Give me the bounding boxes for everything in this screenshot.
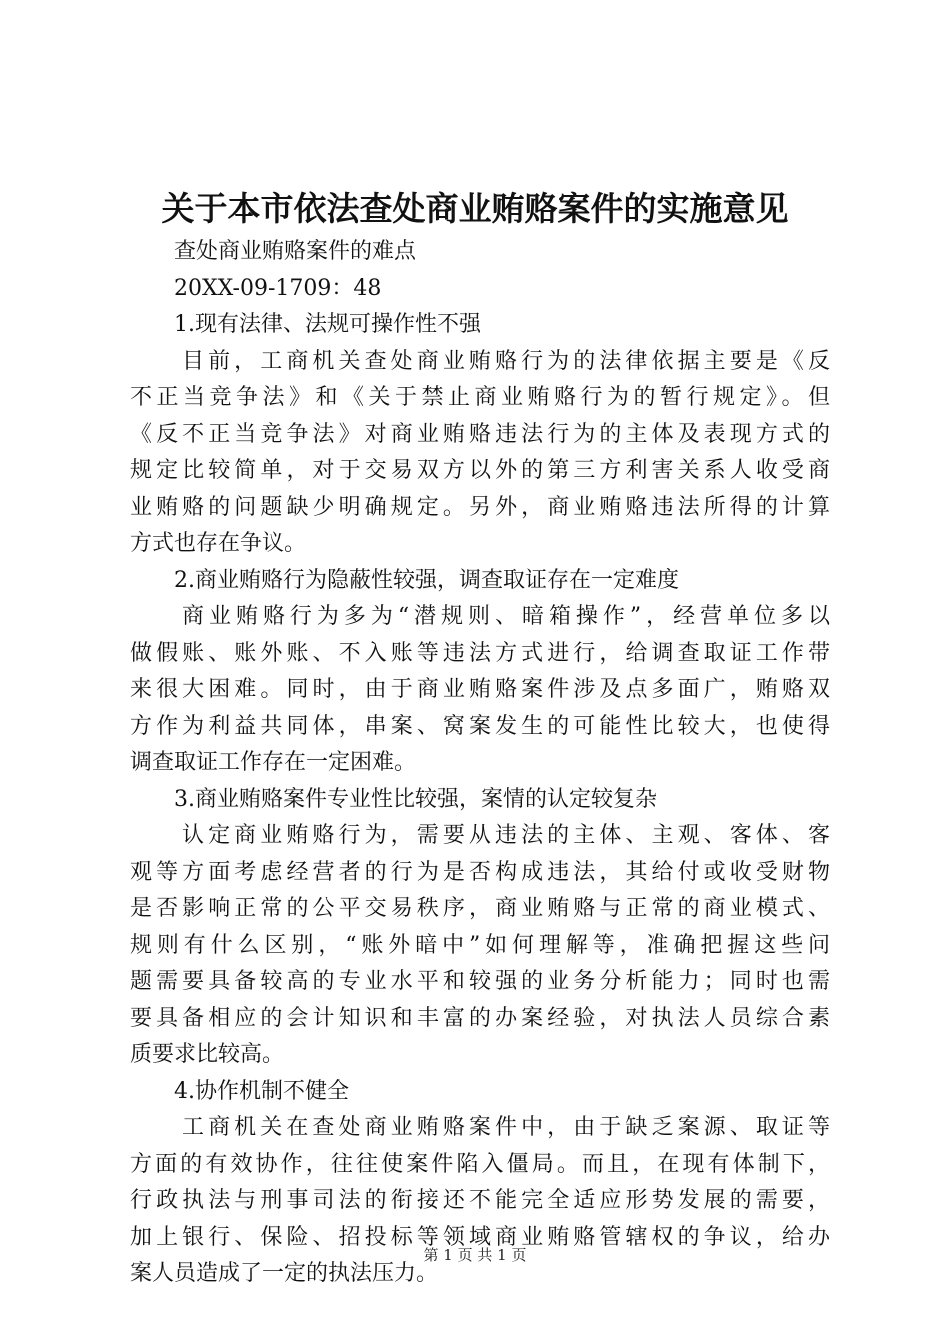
paragraph-line: 《反不正当竞争法》对商业贿赂违法行为的主体及表现方式的 (130, 421, 830, 447)
section-heading-3: 3.商业贿赂案件专业性比较强，案情的认定较复杂 (174, 786, 657, 812)
paragraph-line: 题需要具备较高的专业水平和较强的业务分析能力；同时也需 (130, 969, 830, 994)
paragraph-line: 案人员造成了一定的执法压力。 (130, 1261, 439, 1286)
paragraph-line: 商业贿赂行为多为“潜规则、暗箱操作”，经营单位多以 (182, 604, 830, 629)
paragraph-line: 做假账、账外账、不入账等违法方式进行，给调查取证工作带 (130, 640, 830, 666)
paragraph-line: 目前，工商机关查处商业贿赂行为的法律依据主要是《反 (182, 348, 830, 374)
paragraph-line: 观等方面考虑经营者的行为是否构成违法，其给付或收受财物 (130, 859, 830, 885)
section-heading-1: 1.现有法律、法规可操作性不强 (174, 312, 481, 337)
paragraph-line: 业贿赂的问题缺少明确规定。另外，商业贿赂违法所得的计算 (130, 494, 830, 520)
paragraph-line: 来很大困难。同时，由于商业贿赂案件涉及点多面广，贿赂双 (130, 677, 830, 702)
paragraph-line: 调查取证工作存在一定困难。 (130, 750, 417, 775)
paragraph-line: 加上银行、保险、招投标等领域商业贿赂管辖权的争议，给办 (130, 1224, 830, 1250)
date-line: 20XX-09-1709：48 (174, 275, 382, 301)
subtitle-line: 查处商业贿赂案件的难点 (174, 239, 417, 264)
paragraph-line: 是否影响正常的公平交易秩序，商业贿赂与正常的商业模式、 (130, 896, 830, 921)
section-heading-2: 2.商业贿赂行为隐蔽性较强，调查取证存在一定难度 (174, 567, 679, 593)
paragraph-line: 方式也存在争议。 (130, 531, 307, 556)
paragraph-line: 要具备相应的会计知识和丰富的办案经验，对执法人员综合素 (130, 1005, 830, 1031)
paragraph-line: 方作为利益共同体，串案、窝案发生的可能性比较大，也使得 (130, 713, 830, 739)
paragraph-line: 方面的有效协作，往往使案件陷入僵局。而且，在现有体制下， (130, 1151, 830, 1177)
paragraph-line: 工商机关在查处商业贿赂案件中，由于缺乏案源、取证等 (182, 1115, 830, 1140)
section-heading-4: 4.协作机制不健全 (174, 1078, 349, 1104)
paragraph-line: 规定比较简单，对于交易双方以外的第三方利害关系人收受商 (130, 458, 830, 483)
paragraph-line: 行政执法与刑事司法的衔接还不能完全适应形势发展的需要， (130, 1188, 830, 1213)
paragraph-line: 认定商业贿赂行为，需要从违法的主体、主观、客体、客 (182, 823, 830, 848)
page-footer: 第 1 页 共 1 页 (423, 1246, 527, 1264)
paragraph-line: 规则有什么区别，“账外暗中”如何理解等，准确把握这些问 (130, 932, 830, 958)
paragraph-line: 质要求比较高。 (130, 1042, 285, 1067)
paragraph-line: 不正当竞争法》和《关于禁止商业贿赂行为的暂行规定》。但 (130, 385, 830, 410)
document-body (130, 234, 830, 1293)
document-title: 关于本市依法查处商业贿赂案件的实施意见 (161, 189, 789, 228)
